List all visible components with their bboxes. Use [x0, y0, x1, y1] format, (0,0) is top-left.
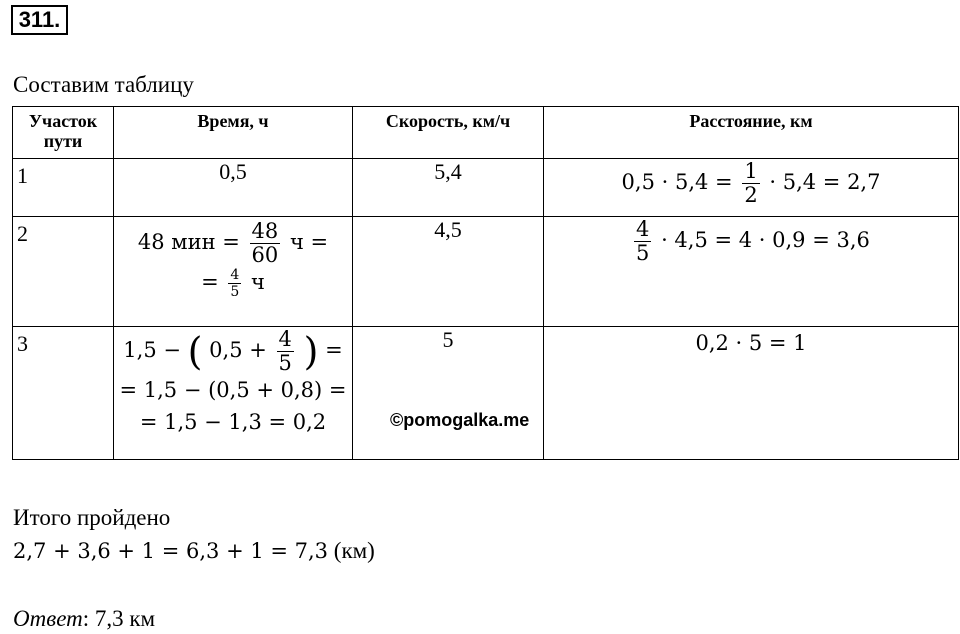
answer [13, 606, 155, 632]
table-row [13, 327, 959, 460]
fraction [250, 221, 281, 266]
time-cell [114, 327, 353, 460]
time-line1-pre: 1,5 − [123, 338, 181, 362]
task-number: 311. [11, 5, 68, 35]
time-line3: = 1,5 − 1,3 = 0,2 [139, 410, 327, 434]
table-header-row [13, 107, 959, 159]
distance-cell [544, 327, 959, 460]
distance-post: · 5,4 = 2,7 [769, 170, 881, 194]
fraction-denominator: 2 [744, 183, 758, 207]
time-line2-post: ч [251, 270, 265, 294]
fraction-denominator: 60 [251, 243, 279, 267]
fraction-numerator: 1 [744, 159, 758, 183]
intro-text: Составим таблицу [13, 72, 194, 97]
fraction [277, 329, 294, 374]
fraction-denominator: 5 [636, 241, 650, 265]
time-line1-inner: 0,5 + [209, 338, 267, 362]
total-label: Итого пройдено [13, 505, 171, 530]
time-line1-post: = [325, 338, 343, 362]
time-cell: 0,5 [114, 159, 353, 217]
table-row [13, 159, 959, 217]
time-line2: = 1,5 − (0,5 + 0,8) = [119, 378, 347, 402]
speed-cell: 5 [353, 327, 544, 460]
distance-cell [544, 217, 959, 327]
time-cell [114, 217, 353, 327]
distance-cell [544, 159, 959, 217]
fraction [742, 161, 759, 206]
fraction-numerator: 4 [230, 267, 240, 283]
header-speed: Скорость, км/ч [353, 107, 544, 159]
answer-value: : 7,3 км [82, 606, 156, 631]
segment-cell: 2 [13, 217, 114, 327]
solution-table [12, 106, 959, 460]
total-expression-math: 2,7 + 3,6 + 1 = 6,3 + 1 = 7,3 [13, 539, 329, 563]
distance-post: · 4,5 = 4 · 0,9 = 3,6 [661, 228, 870, 252]
total-unit: (км) [328, 538, 375, 563]
fraction-denominator: 5 [230, 284, 240, 300]
time-line1-pre: 48 мин = [137, 230, 240, 254]
fraction [228, 268, 241, 299]
speed-cell: 4,5 [353, 217, 544, 327]
header-segment: Участок пути [13, 107, 114, 159]
speed-cell: 5,4 [353, 159, 544, 217]
header-distance: Расстояние, км [544, 107, 959, 159]
distance-text: 0,2 · 5 = 1 [695, 331, 807, 355]
header-time: Время, ч [114, 107, 353, 159]
distance-pre: 0,5 · 5,4 = [621, 170, 733, 194]
fraction-numerator: 48 [251, 219, 279, 243]
fraction [634, 219, 651, 264]
time-line2-pre: = [201, 270, 219, 294]
segment-cell: 3 [13, 327, 114, 460]
time-line1-post: ч = [289, 230, 329, 254]
table-row [13, 217, 959, 327]
total-expression [13, 538, 375, 564]
fraction-numerator: 4 [278, 327, 292, 351]
segment-cell: 1 [13, 159, 114, 217]
watermark: ©pomogalka.me [390, 410, 530, 430]
left-paren: ( [187, 329, 203, 374]
fraction-numerator: 4 [636, 217, 650, 241]
right-paren: ) [303, 329, 319, 374]
fraction-denominator: 5 [278, 351, 292, 375]
answer-label: Ответ [13, 606, 83, 631]
